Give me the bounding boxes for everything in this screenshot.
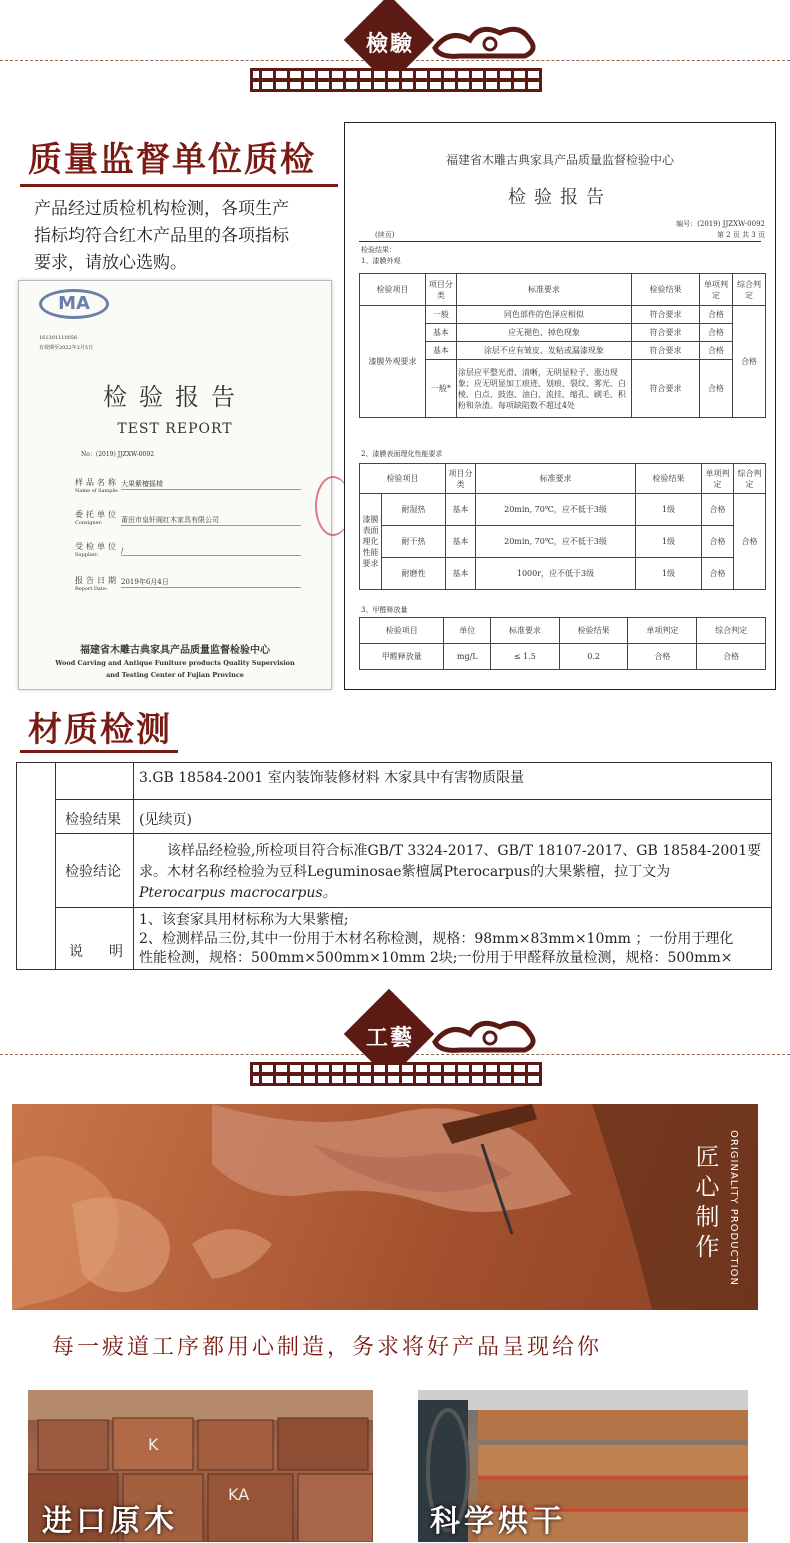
- table-cell: 符合要求: [632, 360, 700, 418]
- result-label: 检验结果: [65, 812, 121, 828]
- table-row: [360, 494, 766, 526]
- craft-banner: [0, 994, 790, 1084]
- table-divider: [55, 907, 771, 908]
- cloud-ornament-icon: [430, 18, 540, 62]
- table-cell: 耐干热: [382, 526, 446, 558]
- title-underline: [20, 184, 338, 187]
- table-cell: 1级: [636, 558, 702, 590]
- report-number-value: (2019) JJZXW-0092: [95, 451, 155, 458]
- table-cell: 同色部件的色泽应相似: [456, 306, 631, 324]
- section-label: 1、漆膜外观: [361, 257, 401, 265]
- table-cell: 符合要求: [632, 342, 700, 360]
- table-cell: 合格: [702, 558, 734, 590]
- table-header: 项目分类: [446, 464, 476, 494]
- table-header: 项目分类: [425, 274, 456, 306]
- cover-title-cn: 检验报告: [103, 383, 247, 411]
- field-label: 受检单位: [75, 542, 119, 551]
- table-cell: 1级: [636, 494, 702, 526]
- cover-title-en: TEST REPORT: [117, 421, 233, 437]
- table-cell: 耐磨性: [382, 558, 446, 590]
- detail-rule: [359, 241, 761, 242]
- intro-line: 指标均符合红木产品里的各项指标: [34, 226, 289, 246]
- conclusion-label: 检验结论: [65, 864, 121, 880]
- table-cell: 一般: [425, 306, 456, 324]
- field-value: /: [121, 547, 301, 556]
- carving-illustration: [12, 1104, 758, 1310]
- detail-title: 检验报告: [508, 187, 612, 208]
- fret-pattern: [250, 68, 542, 92]
- table-divider: [133, 763, 134, 969]
- table-header: 综合判定: [732, 274, 765, 306]
- title-underline: [20, 750, 178, 753]
- field-label: 样品名称: [75, 478, 119, 487]
- table-header-row: [360, 618, 766, 644]
- table-cell: 合格: [702, 494, 734, 526]
- table-header: 综合判定: [734, 464, 766, 494]
- table-header: 检验项目: [360, 464, 446, 494]
- craft-vertical-cn: 匠心制作: [691, 1144, 719, 1264]
- cover-org-cn: 福建省木雕古典家具产品质量监督检验中心: [80, 645, 270, 656]
- table-cell: 合格: [697, 644, 766, 670]
- cover-field: [75, 509, 315, 533]
- table-header: 单位: [444, 618, 491, 644]
- table-cell: 1级: [636, 526, 702, 558]
- craft-slogan: 每一疲道工序都用心制造，务求将好产品呈现给你: [52, 1335, 603, 1360]
- table-row: [360, 644, 766, 670]
- detail-result-label: 检验结果：: [361, 246, 396, 254]
- fret-pattern: [250, 1062, 542, 1086]
- table-cell: 一般*: [425, 360, 456, 418]
- detail-number: 编号：(2019) JJZXW-0092: [676, 220, 765, 228]
- svg-text:K: K: [148, 1435, 159, 1454]
- table-cell: 基本: [425, 342, 456, 360]
- report-number-label: No：: [81, 451, 96, 458]
- cover-report: [18, 280, 332, 690]
- detail-report: [344, 122, 776, 690]
- table-header: 检验项目: [360, 618, 444, 644]
- report-number: [81, 449, 154, 458]
- field-label-en: Name of Sample:: [75, 488, 119, 494]
- intro-line: 产品经过质检机构检测，各项生产: [34, 199, 289, 219]
- table-cell: 合格: [734, 494, 766, 590]
- table-cell: 1000r，应不低于3级: [476, 558, 636, 590]
- standard-line: 3.GB 18584-2001 室内装饰装修材料 木家具中有害物质限量: [139, 770, 525, 786]
- carving-photo: [12, 1104, 758, 1310]
- table-cell: 涂层应平整光滑、清晰，无明显粒子、涨边现象；应无明显加工痕迹、划痕、裂纹、雾光、白棱、白点、鼓泡、油白、流挂、缩孔、刷毛、积粉和杂渣。每项缺陷数不超过4处: [456, 360, 631, 418]
- detail-cont: (续页): [375, 231, 395, 239]
- table-row: [360, 306, 766, 324]
- table-cell: ≤ 1.5: [491, 644, 560, 670]
- table-header: 标准要求: [476, 464, 636, 494]
- table-cell: 合格: [628, 644, 697, 670]
- table-cell: 20min, 70℃，应不低于3级: [476, 526, 636, 558]
- table-header: 单项判定: [628, 618, 697, 644]
- table-header: 检验结果: [636, 464, 702, 494]
- field-label: 报告日期: [75, 576, 119, 585]
- physchem-table: [359, 463, 766, 590]
- field-label-en: Supplier:: [75, 552, 99, 558]
- table-cell: 20min, 70℃，应不低于3级: [476, 494, 636, 526]
- cover-org-en: Wood Carving and Antique Funiture products Quality Supervision: [55, 659, 295, 667]
- conclusion-line: 求。木材名称经检验为豆科Leguminosae紫檀属Pterocarpus的大果紫檀，拉丁文为: [139, 864, 671, 880]
- detail-page: 第 2 页 共 3 页: [716, 231, 765, 239]
- conclusion-line: Pterocarpus macrocarpus。: [139, 885, 337, 901]
- table-cell: 基本: [446, 494, 476, 526]
- table-cell: 漆膜表面理化性能要求: [360, 494, 382, 590]
- ma-logo: MA: [39, 289, 109, 319]
- cover-org-en: and Testing Center of Fujian Province: [106, 671, 244, 679]
- table-header: 标准要求: [456, 274, 631, 306]
- table-cell: 基本: [425, 324, 456, 342]
- table-cell: 合格: [700, 360, 733, 418]
- table-divider: [55, 833, 771, 834]
- table-header: 单项判定: [702, 464, 734, 494]
- license-number: 161301110056: [39, 335, 78, 341]
- result-value: (见续页): [139, 812, 192, 828]
- field-value: 2019年6月4日: [121, 577, 301, 588]
- note-text: [139, 911, 769, 968]
- banner-badge-text: 工藝: [365, 1024, 414, 1051]
- table-cell: 甲醛释放量: [360, 644, 444, 670]
- table-cell: 应无褪色、掉色现象: [456, 324, 631, 342]
- table-cell: 基本: [446, 526, 476, 558]
- appearance-table: [359, 273, 766, 418]
- cloud-ornament-icon: [430, 1012, 540, 1056]
- material-title: 材质检测: [28, 710, 172, 750]
- table-cell: 漆膜外观要求: [360, 306, 426, 418]
- note-line: 1、该套家具用材标称为大果紫檀;: [139, 912, 349, 928]
- svg-text:KA: KA: [228, 1485, 250, 1504]
- drying-label: 科学烘干: [430, 1504, 566, 1539]
- detail-org: 福建省木雕古典家具产品质量监督检验中心: [445, 153, 674, 167]
- field-label-en: Report Date:: [75, 586, 108, 592]
- formaldehyde-table: [359, 617, 766, 670]
- table-cell: 合格: [700, 324, 733, 342]
- table-header: 检验项目: [360, 274, 426, 306]
- inspection-banner: [0, 0, 790, 90]
- cover-field: [75, 575, 315, 599]
- table-cell: 符合要求: [632, 306, 700, 324]
- table-cell: 合格: [702, 526, 734, 558]
- logs-photo: [28, 1390, 373, 1542]
- field-value: 莆田市皇轩阁红木家具有限公司: [121, 515, 301, 526]
- logs-label: 进口原木: [42, 1504, 178, 1539]
- table-cell: 耐湿热: [382, 494, 446, 526]
- section-label: 2、漆膜表面理化性能要求: [361, 450, 443, 458]
- table-header: 综合判定: [697, 618, 766, 644]
- table-cell: 符合要求: [632, 324, 700, 342]
- table-header: 检验结果: [559, 618, 628, 644]
- field-label: 委托单位: [75, 510, 119, 519]
- material-table: [16, 762, 772, 970]
- license-valid: 有效期至2022年2月5日: [39, 345, 94, 351]
- conclusion-line: 该样品经检验,所检项目符合标准GB/T 3324-2017、GB/T 18107-2017、GB 18584-2001要: [167, 843, 762, 859]
- table-header: 单项判定: [700, 274, 733, 306]
- conclusion-text: [139, 841, 769, 904]
- quality-intro: [34, 196, 334, 277]
- table-header-row: [360, 464, 766, 494]
- table-cell: mg/L: [444, 644, 491, 670]
- table-divider: [55, 763, 56, 969]
- drying-photo: [418, 1390, 748, 1542]
- note-label: 说 明: [69, 944, 129, 960]
- field-label-en: Consigner:: [75, 520, 103, 526]
- table-cell: 0.2: [559, 644, 628, 670]
- quality-title: 质量监督单位质检: [28, 140, 316, 180]
- cover-field: [75, 477, 315, 501]
- table-divider: [55, 799, 771, 800]
- banner-badge-text: 檢驗: [365, 30, 414, 57]
- note-line: 性能检测，规格：500mm×500mm×10mm 2块;一份用于甲醛释放量检测，规格：500mm×: [139, 950, 733, 966]
- field-value: 大果紫檀摇椅: [121, 479, 301, 490]
- table-cell: 基本: [446, 558, 476, 590]
- table-header: 标准要求: [491, 618, 560, 644]
- cover-field: [75, 541, 315, 565]
- table-row: [360, 558, 766, 590]
- section-label: 3、甲醛释放量: [361, 606, 408, 614]
- table-cell: 合格: [700, 342, 733, 360]
- table-cell: 涂层不应有皱皮、发粘或漏漆现象: [456, 342, 631, 360]
- intro-line: 要求，请放心选购。: [34, 253, 187, 273]
- table-header: 检验结果: [632, 274, 700, 306]
- table-row: [360, 526, 766, 558]
- table-cell: 合格: [700, 306, 733, 324]
- table-cell: 合格: [732, 306, 765, 418]
- table-header-row: [360, 274, 766, 306]
- note-line: 2、检测样品三份,其中一份用于木材名称检测，规格：98mm×83mm×10mm ；一份用于理化: [139, 931, 734, 947]
- craft-vertical-en: ORIGINALITY PRODUCTION: [728, 1130, 739, 1286]
